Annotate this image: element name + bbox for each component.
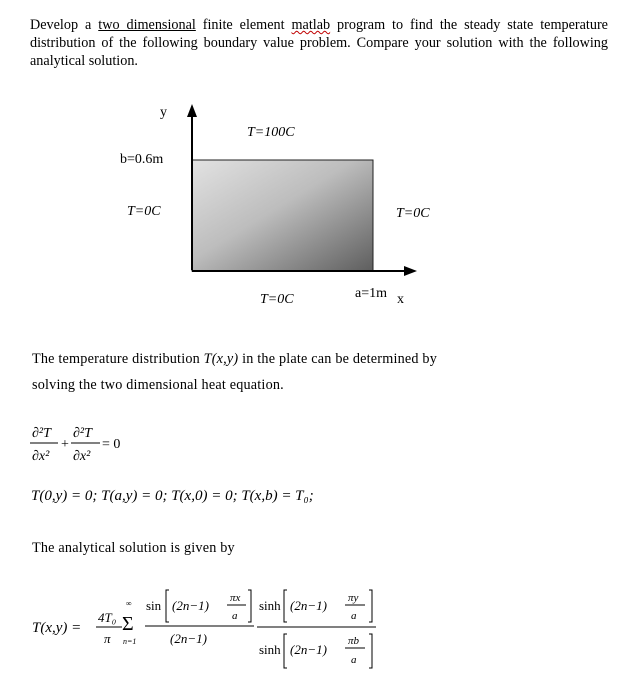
svg-text:sinh: sinh [259,598,281,613]
description-paragraph: The temperature distribution T(x,y) in the plate can be determined by solving the two dimensional heat equation. [32,351,438,393]
svg-text:πx: πx [230,592,241,604]
sine-denominator: (2n−1) [170,631,207,646]
svg-text:(2n−1): (2n−1) [290,642,327,657]
sigma-symbol: Σ [122,613,134,635]
plate-diagram [0,0,639,330]
sum-lower-limit: n=1 [123,637,137,646]
temperature-function: T(x,y) [203,351,239,367]
coefficient-denominator: π [104,631,111,646]
heat-eq-rhs: = 0 [102,437,121,452]
d2t-numerator-2: ∂²T [73,426,92,441]
problem-statement: Develop a two dimensional finite element matlab program to find the steady state temperature distribution of the following boundary value problem. Compare your solution with the following analytical solution. [30,17,608,69]
svg-text:a: a [351,654,357,666]
svg-text:sinh: sinh [259,642,281,657]
y-axis-label: y [160,105,167,120]
solution-lhs: T(x,y) = [32,620,82,636]
sinh-denominator [259,634,372,668]
right-boundary-label: T=0C [396,206,430,221]
width-label: a=1m [355,286,387,301]
bottom-boundary-label: T=0C [260,292,294,307]
matlab-word: matlab [291,17,331,33]
svg-text:a: a [232,610,238,622]
svg-text:(2n−1): (2n−1) [172,598,209,613]
left-boundary-label: T=0C [127,204,161,219]
sinh-numerator [259,590,372,622]
svg-text:πb: πb [348,635,360,647]
top-boundary-label: T=100C [247,125,295,140]
two-dimensional-link: two dimensional [98,17,196,33]
plus-sign: + [61,437,69,452]
dx2-denominator: ∂x² [32,449,50,464]
d2t-numerator-1: ∂²T [32,426,51,441]
coefficient-numerator: 4T₀ [98,610,117,625]
dy2-denominator: ∂x² [73,449,91,464]
x-axis-label: x [397,292,404,307]
sum-upper-limit: ∞ [126,599,132,608]
svg-text:a: a [351,610,357,622]
analytical-solution [28,580,398,676]
x-axis-arrow [404,266,417,276]
heat-equation [28,418,168,470]
height-label: b=0.6m [120,152,164,167]
plate-rectangle [192,160,373,271]
sine-term [146,590,251,622]
analytical-label: The analytical solution is given by [32,540,235,556]
svg-text:πy: πy [348,592,359,604]
svg-text:sin: sin [146,598,162,613]
boundary-conditions: T(0,y) = 0; T(a,y) = 0; T(x,0) = 0; T(x,b) = T₀; [31,488,314,504]
y-axis-arrow [187,104,197,117]
svg-text:(2n−1): (2n−1) [290,598,327,613]
